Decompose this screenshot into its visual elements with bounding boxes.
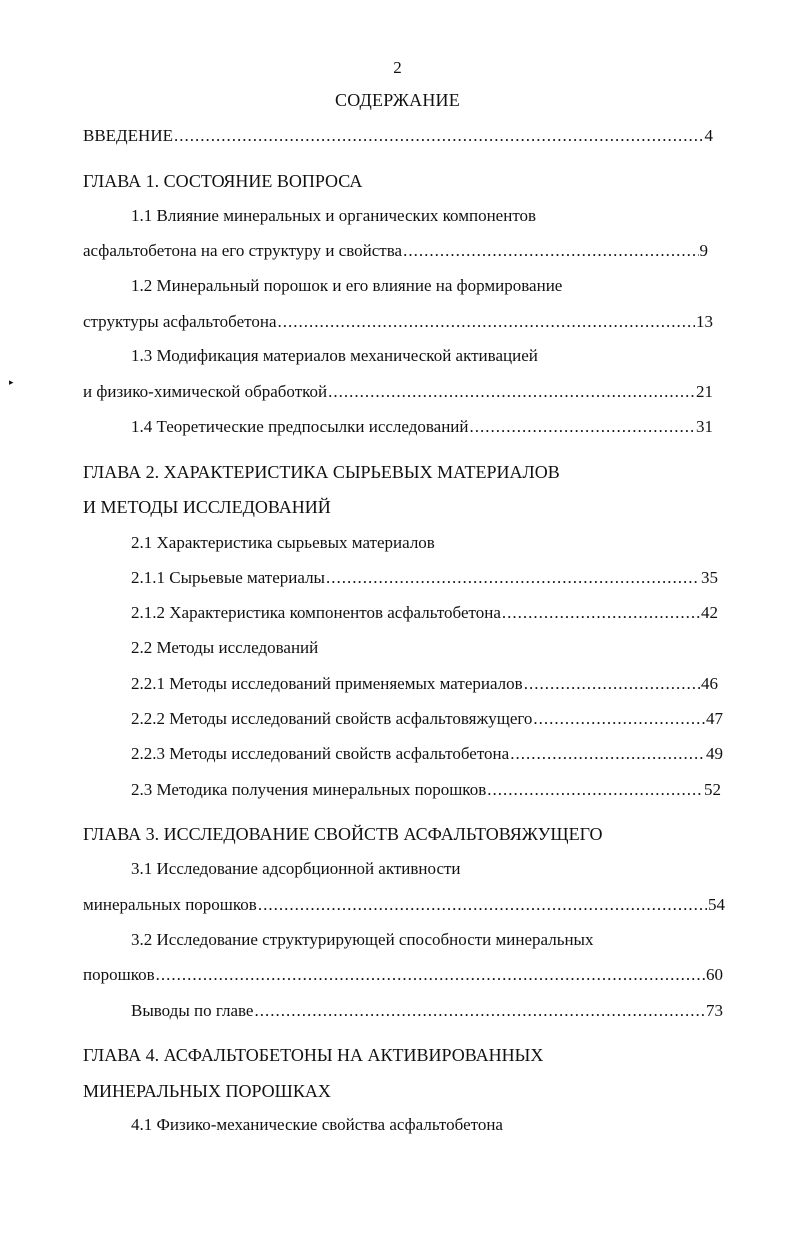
toc-page-number: 9	[699, 241, 708, 260]
toc-entry-text: 1.4 Теоретические предпосылки исследований	[131, 417, 469, 436]
toc-page-number: 49	[706, 744, 723, 763]
leader-dots	[326, 565, 700, 591]
toc-entry	[83, 379, 713, 405]
toc-entry-text: 2.2.3 Методы исследований свойств асфальтобетона	[131, 744, 510, 763]
leader-dots	[487, 777, 703, 803]
leader-dots	[174, 123, 704, 149]
toc-entry	[131, 998, 723, 1024]
leader-dots	[524, 671, 700, 697]
toc-entry	[131, 671, 718, 697]
toc-chapter-heading: ГЛАВА 3. ИССЛЕДОВАНИЕ СВОЙСТВ АСФАЛЬТОВЯЖУЩЕГО	[83, 824, 603, 844]
toc-entry-text: 2.3 Методика получения минеральных порошков	[131, 780, 487, 799]
toc-entry	[83, 309, 713, 335]
leader-dots	[502, 600, 700, 626]
toc-entry	[131, 777, 721, 803]
toc-entry-text: 2.1.1 Сырьевые материалы	[131, 568, 325, 587]
toc-page-number: 52	[704, 780, 721, 799]
toc-page-number: 47	[706, 709, 723, 728]
toc-entry-text: 2.2.1 Методы исследований применяемых материалов	[131, 674, 523, 693]
leader-dots	[254, 998, 705, 1024]
toc-entry	[83, 892, 725, 918]
toc-entry	[131, 741, 723, 767]
toc-chapter-heading: МИНЕРАЛЬНЫХ ПОРОШКАХ	[83, 1081, 331, 1101]
toc-page-number: 60	[706, 965, 723, 984]
leader-dots	[258, 892, 707, 918]
toc-page-number: 13	[696, 312, 713, 331]
toc-entry-text: порошков	[83, 965, 155, 984]
leader-dots	[403, 238, 698, 264]
toc-entry-text: 2.1.2 Характеристика компонентов асфальтобетона	[131, 603, 501, 622]
toc-page-number: 31	[696, 417, 713, 436]
toc-chapter-heading: И МЕТОДЫ ИССЛЕДОВАНИЙ	[83, 497, 331, 517]
toc-page-number: 35	[701, 568, 718, 587]
toc-entry	[83, 962, 723, 988]
toc-entry	[83, 238, 708, 264]
toc-chapter-heading: ГЛАВА 4. АСФАЛЬТОБЕТОНЫ НА АКТИВИРОВАННЫХ	[83, 1045, 544, 1065]
toc-section-title: 2.2 Методы исследований	[131, 638, 319, 657]
toc-section-title: 3.1 Исследование адсорбционной активности	[131, 859, 461, 878]
page-number: 2	[393, 58, 402, 77]
leader-dots	[470, 414, 695, 440]
margin-mark: ▸	[9, 377, 14, 387]
leader-dots	[156, 962, 705, 988]
leader-dots	[278, 309, 696, 335]
toc-chapter-heading: ГЛАВА 1. СОСТОЯНИЕ ВОПРОСА	[83, 171, 363, 191]
toc-section-title: 3.2 Исследование структурирующей способности минеральных	[131, 930, 594, 949]
toc-page-number: 42	[701, 603, 718, 622]
toc-entry-text: асфальтобетона на его структуру и свойства	[83, 241, 403, 260]
leader-dots	[510, 741, 705, 767]
toc-page-number: 4	[704, 126, 713, 145]
toc-section-title: 1.2 Минеральный порошок и его влияние на формирование	[131, 276, 563, 295]
toc-section-title: 1.3 Модификация материалов механической активацией	[131, 346, 538, 365]
leader-dots	[328, 379, 695, 405]
toc-section-title: 1.1 Влияние минеральных и органических компонентов	[131, 206, 537, 225]
toc-entry-text: 2.2.2 Методы исследований свойств асфальтовяжущего	[131, 709, 533, 728]
toc-entry-text: минеральных порошков	[83, 895, 257, 914]
toc-page-number: 73	[706, 1001, 723, 1020]
toc-entry	[131, 706, 723, 732]
toc-entry	[131, 600, 718, 626]
toc-entry	[131, 414, 713, 440]
toc-page-number: 46	[701, 674, 718, 693]
toc-chapter-heading: ГЛАВА 2. ХАРАКТЕРИСТИКА СЫРЬЕВЫХ МАТЕРИАЛОВ	[83, 462, 560, 482]
toc-page-number: 21	[696, 382, 713, 401]
toc-entry-text: ВВЕДЕНИЕ	[83, 126, 173, 145]
toc-section-title: 2.1 Характеристика сырьевых материалов	[131, 533, 435, 552]
toc-entry-text: Выводы по главе	[131, 1001, 254, 1020]
page-title: СОДЕРЖАНИЕ	[335, 90, 460, 110]
toc-entry-text: и физико-химической обработкой	[83, 382, 328, 401]
toc-page-number: 54	[708, 895, 725, 914]
toc-section-title: 4.1 Физико-механические свойства асфальтобетона	[131, 1115, 503, 1134]
toc-entry	[131, 565, 718, 591]
leader-dots	[533, 706, 705, 732]
toc-entry-text: структуры асфальтобетона	[83, 312, 277, 331]
toc-entry-introduction	[83, 123, 713, 149]
